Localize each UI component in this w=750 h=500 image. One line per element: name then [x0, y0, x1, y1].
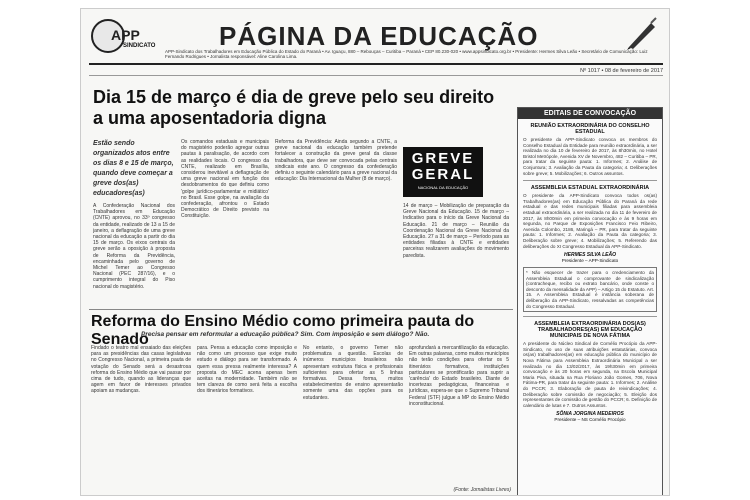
sidebar-header: EDITAIS DE CONVOCAÇÃO — [518, 108, 662, 119]
article2-column-4: aprofundará a mercantilização da educação. Em outras palavras, como muitos municípios não terão condições para ofertar os 5 itinerários formativos, instituições particulares se prontificarão para suprir a 'carência' do Estado brasileiro. Diante de incertezas pedagógicas, financeiras e jurídicas, espera-se que o Supremo Tribunal Federal (STF) julgue a MP do Ensino Médio inconstitucional. — [409, 345, 509, 407]
article2-source: (Fonte: Jornalistas Livres) — [453, 487, 511, 493]
notice-2-title: ASSEMBLEIA ESTADUAL EXTRAORDINÁRIA — [530, 185, 650, 192]
logo-text: APP — [111, 27, 140, 43]
article-column-3: Reforma da Previdência: Ainda segundo a CNTE, a greve nacional da educação também pretende fortalecer a construção da greve geral da classe trabalhadora, que deve ser convocada pelas centrais sindicais este ano. O congresso da confederação definiu o seguinte calendário para a greve nacional da educação: Dia Internacional da Mulher (8 de março). — [275, 139, 397, 183]
newspaper-page — [80, 8, 670, 496]
article2-headline: Reforma do Ensino Médio como primeira pauta do Senado — [91, 313, 475, 348]
article-column-1: A Confederação Nacional dos Trabalhadores em Educação (CNTE) aprovou, no 33º congresso da entidade, realizado de 13 a 15 de janeiro, a deflagração de uma greve nacional da educação a partir do dia 15 de março. Os eixos centrais da greve serão a oposição à proposta de Reforma da Previdência, encaminhada pelo governo de Michel Temer ao Congresso Nacional (PEC 287/16), e o cumprimento integral do Piso nacional do magistério. — [93, 203, 175, 290]
article2-column-1: Findado o teatro mal ensaiado das eleições para as presidências das casas legislativas no Congresso Nacional, a primeira pauta de votação do Senado será a desastrosa reforma do Ensino Médio que vai passar por cima de tudo, quando as lideranças que agem em favor de interesses privados apoiam as mudanças. — [91, 345, 191, 395]
greve-word: GREVE — [411, 150, 475, 167]
geral-word: GERAL — [411, 166, 475, 183]
article2-column-2: para. Pensa a educação como imposição e não como um processo que exige muito estudo e diálogo para ser transformado. A quem essa pressa realmente interessa? A proposta do MEC acena apenas bem aceitas na modernidade. Também não se tem clareza de como será feita a escolha dos itinerários formativos. — [197, 345, 297, 395]
fountain-pen-icon — [625, 17, 659, 51]
notice-3-title: ASSEMBLEIA EXTRAORDINÁRIA DOS(AS) TRABALHADORES(AS) EM EDUCAÇÃO MUNICIPAIS DE NOVA FÁTIMA — [534, 321, 646, 340]
article-lead: Estão sendo organizados atos entre os dias 8 e 15 de março, quando deve começar a greve dos(as) educadores(as) — [93, 140, 174, 197]
notice-3-signature: SÔNIA JORGINA MEDEIROS — [556, 411, 624, 418]
edition-line: Nº 1017 • 08 de fevereiro de 2017 — [89, 68, 663, 76]
greve-geral-logo — [403, 147, 483, 197]
article2-subhead: Precisa pensar em reformular a educação pública? Sim. Com imposição e sem diálogo? Não. — [141, 331, 430, 338]
page-title: PÁGINA DA EDUCAÇÃO — [219, 21, 539, 51]
notice-3-role: Presidente – NS Cornélio Procópio — [554, 417, 626, 423]
sidebar-divider — [523, 180, 657, 181]
notice-2-signature: HERMES SILVA LEÃO — [564, 252, 616, 259]
section-divider — [89, 309, 513, 310]
masthead-info: APP-Sindicato dos Trabalhadores em Educação Pública do Estado do Paraná • Av. Iguaçu, 880 – Rebouças – Curitiba – Paraná • CEP 80.230-020 • www.appsindicato.org.br • Presidente: Hermes Silva Leão • Secretário de Comunicação: Luiz Fernando Rodrigues • Jornalista responsável: Aline Carolina Lima. — [165, 49, 648, 59]
notice-2-role: Presidente – APP-Sindicato — [561, 258, 619, 264]
notice-1-title: REUNIÃO EXTRAORDINÁRIA DO CONSELHO ESTADUAL — [530, 123, 650, 135]
article2-column-3: No entanto, o governo Temer não problematiza a questão. Escolas de inúmeros municípios brasileiros não apresentam estrutura física e profissionais suficientes para ofertar as 5 linhas formativas. Dessa forma, muitos estabelecimentos de ensino apresentarão somente uma das opções para os estudantes. — [303, 345, 403, 401]
logo-subtext: SINDICATO — [123, 43, 156, 49]
masthead — [89, 15, 663, 65]
greve-subtitle: NACIONAL DA EDUCAÇÃO — [417, 185, 469, 190]
notice-1-text: O presidente da APP-Sindicato convoca os membros do Conselho Estadual da Entidade para reunião extraordinária, a ser realizada no dia 10 de fevereiro de 2017, às 8h30min, no Hotel Bristol Metrópole, Avenida XV de Novembro, 482 – Curitiba – PR, para tratar da seguinte pauta: 1. Informes; 2. Análise de Conjuntura; 3. Avaliação da Pauta da categoria; 4. Deliberações sobre greve; 5. Mobilizações; 6. Outros assuntos. — [523, 137, 657, 176]
article-column-2: Os comandos estaduais e municipais do magistério poderão agregar outras pautas à paralisação, de acordo com as realidades locais. O congresso da CNTE, realizado em Brasília, considerou inevitável a deflagração de uma greve nacional em função dos desdobramentos do que definiu como 'golpe jurídico-parlamentar e midiático' no Brasil. Esse golpe, na avaliação da confederação, afrontou o Estado Democrático de Direito previsto na Constituição. — [181, 139, 269, 220]
article-column-4: 14 de março – Mobilização de preparação da Greve Nacional da Educação. 15 de março – Indicativo para o início da Greve Nacional da Educação. 21 de março – Reunião da Coordenação Nacional da Greve Nacional da Educação. 27 a 31 de março – Período para as entidades filiadas à CNTE e entidades parceiras realizarem avaliações do movimento paredista. — [403, 203, 509, 259]
notice-3-text: A presidente do Núcleo Sindical de Cornélio Procópio da APP-Sindicato, no uso de suas atribuições estatutárias, convoca os(as) trabalhadores(as) em educação pública do município de Nova Fátima para Assembleia Extraordinária Municipal a ser realizada no dia 13/02/2017, às 19h30min em primeira convocação e às 20 horas em segunda, na Escola Municipal Maria Piva, situada na Rua Floriano João Gomes, 706, Nova Fátima-PR, para tratar da seguinte pauta: 1. Informes; 2. Análise do PCCR; 3. Elaboração de pauta de reivindicações; 4. Deliberação sobre comissão de negociação; 5. Eleição dos representantes de comissão de gestão do PCCR; 6. Definição de calendário de lutas e 7. Outros Assuntos. — [523, 341, 657, 408]
app-sindicato-logo — [89, 15, 159, 63]
notice-2-text: O presidente da APP-Sindicato convoca todos os(as) Trabalhadores(as) em Educação Pública do Paraná da rede estadual e das redes municipais filiadas para assembleia estadual extraordinária, a ser realizada no dia 11 de fevereiro de 2017, às 8h00min em primeira convocação e às 9 horas em segunda, no Parque de Exposições Francisco Feio Ribeiro, Avenida Colombo, 2186, Maringá – PR, para tratar da seguinte pauta: 1. Informes; 2. Avaliação da Pauta da categoria; 3. Deliberação sobre greve; 4. Mobilizações; 5. Referendo das deliberações do XI Congresso Estadual da APP-Sindicato. — [523, 193, 657, 249]
notice-2-note-box — [523, 267, 657, 312]
sidebar-divider — [523, 316, 657, 317]
convocation-sidebar — [517, 107, 663, 496]
notice-2-note: * Não esquecer de trazer para o credenciamento da Assembleia Estadual o comprovante de sindicalização (contracheque, recibo ou extrato bancário, onde conste o desconto da mensalidade da APP) – Artigo 15 do Estatuto. Art. 15. A Assembleia Estadual é instância soberana de deliberação da APP-Sindicato, ressalvadas as competências do Congresso Estadual. — [526, 270, 654, 309]
article-headline: Dia 15 de março é dia de greve pelo seu direito a uma aposentadoria digna — [93, 87, 495, 128]
